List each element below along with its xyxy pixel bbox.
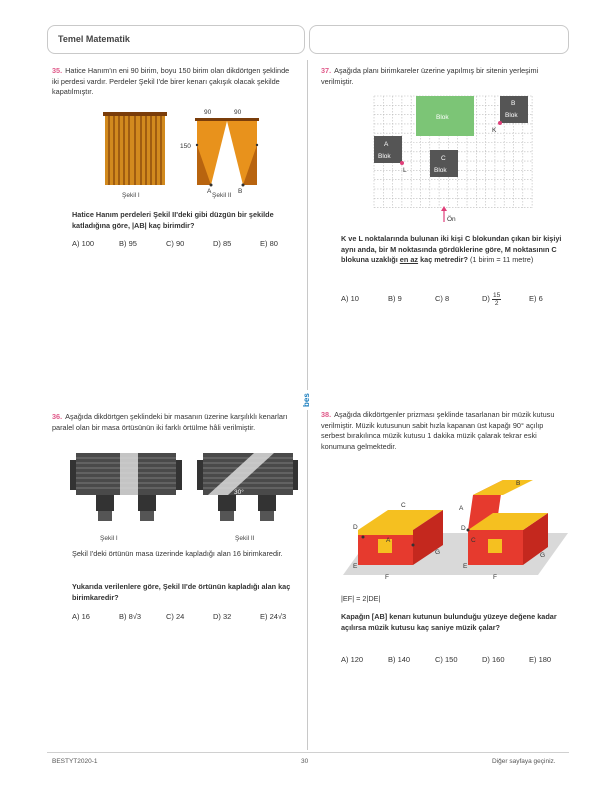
q37-option-a[interactable]: A) 10 — [341, 294, 359, 304]
q38-text: 38. Aşağıda dikdörtgenler prizması şeklinde tasarlanan bir müzik kutusu verilmiştir. Müzik kutusunun sabit hızla kapanan üst kapağı 90° açılıp serbest bırakılınca müzik kutusu 1 dakika müzik çalarak tekrar eski konumuna gelmektedir. — [321, 410, 555, 451]
svg-text:G: G — [540, 552, 546, 559]
q38-option-b[interactable]: B) 140 — [388, 655, 411, 664]
block-a-label: Blok — [378, 153, 391, 160]
q35-fig2-caption: Şekil II — [212, 192, 232, 199]
block-c-letter: C — [441, 155, 446, 162]
svg-text:E: E — [463, 563, 468, 570]
q36-info: Şekil I'deki örtünün masa üzerinde kapladığı alan 16 birimkaredir. — [72, 549, 283, 558]
publisher-logo: bes — [303, 390, 313, 410]
box-open — [467, 480, 549, 565]
q37-site-plan — [370, 92, 535, 227]
q36-fig2-caption: Şekil II — [235, 535, 255, 542]
header-subject-box — [47, 25, 305, 54]
svg-text:D: D — [461, 525, 466, 532]
q35-number: 35. — [52, 66, 63, 75]
footer-next-page: Diğer sayfaya geçiniz. — [492, 758, 556, 765]
block-a-letter: A — [384, 141, 389, 148]
front-label: Ön — [447, 216, 456, 223]
block-main-label: Blok — [436, 114, 449, 121]
q38-music-box-figure — [343, 475, 568, 587]
point-k — [498, 121, 502, 125]
q37-option-d-fraction: $\frac{15}{2}$ — [493, 292, 501, 307]
point-l-label: L — [403, 167, 407, 174]
table-fig2 — [197, 453, 298, 521]
point-l — [400, 161, 404, 165]
q35-options — [72, 239, 278, 248]
svg-text:A: A — [386, 537, 391, 544]
q35-option-e[interactable]: E) 80 — [260, 239, 278, 248]
q38-option-a[interactable]: A) 120 — [341, 655, 364, 664]
q38-condition: |EF| = 2|DE| — [341, 594, 381, 603]
curtain-closed — [103, 112, 167, 185]
curtain-folded — [195, 118, 259, 187]
subject-title: Temel Matematik — [58, 34, 130, 44]
footer-code: BESTYT2020-1 — [52, 758, 98, 765]
q36-option-a[interactable]: A) 16 — [72, 612, 90, 621]
q37-option-c[interactable]: C) 8 — [435, 294, 450, 304]
header-empty-box — [309, 25, 569, 54]
q37-unit-note: (1 birim = 11 metre) — [469, 255, 534, 264]
q38-option-e[interactable]: E) 180 — [529, 655, 552, 664]
svg-text:G: G — [435, 549, 441, 556]
q37-option-b[interactable]: B) 9 — [388, 294, 402, 304]
q36-option-c[interactable]: C) 24 — [166, 612, 185, 621]
q37-text: 37. Aşağıda planı birimkareler üzerine yapılmış bir sitenin yerleşimi verilmiştir. — [321, 66, 539, 86]
q36-option-d[interactable]: D) 32 — [213, 612, 232, 621]
front-arrow-head — [441, 206, 447, 211]
q37-option-e[interactable]: E) 6 — [529, 294, 543, 304]
svg-text:D: D — [353, 524, 358, 531]
block-b-label: Blok — [505, 112, 518, 119]
q36-number: 36. — [52, 412, 63, 421]
q38-question: Kapağın [AB] kenarı kutunun bulunduğu yüzeye değene kadar açılırsa müzik kutusu kaç saniye müzik çalar? — [341, 612, 557, 632]
q35-height-label: 150 — [180, 143, 191, 150]
q38-number: 38. — [321, 410, 332, 419]
q38-option-c[interactable]: C) 150 — [435, 655, 458, 664]
q35-option-d[interactable]: D) 85 — [213, 239, 232, 248]
q38-option-d[interactable]: D) 160 — [482, 655, 505, 664]
q36-table-figure — [68, 450, 298, 532]
svg-text:B: B — [516, 480, 521, 487]
q36-fig1-caption: Şekil I — [100, 535, 118, 542]
q35-width-label-2: 90 — [234, 109, 242, 116]
q35-question: Hatice Hanım perdeleri Şekil II'deki gibi düzgün bir şekilde katladığına göre, |AB| kaç birimdir? — [72, 210, 274, 230]
block-c-label: Blok — [434, 167, 447, 174]
q37-option-d[interactable]: D) $\frac{15}{2}$ — [482, 292, 501, 307]
svg-text:C: C — [401, 502, 406, 509]
q35-option-b[interactable]: B) 95 — [119, 239, 137, 248]
q36-option-e[interactable]: E) 24√3 — [260, 612, 287, 621]
q37-number: 37. — [321, 66, 332, 75]
q36-question: Yukarıda verilenlere göre, Şekil II'de örtünün kapladığı alan kaç birimkaredir? — [72, 582, 291, 602]
footer-rule — [47, 752, 569, 753]
q35-width-label-1: 90 — [204, 109, 212, 116]
q35-curtain-figure — [100, 105, 270, 195]
q38-options — [341, 655, 551, 664]
svg-text:C: C — [471, 537, 476, 544]
q35-point-b: B — [238, 188, 243, 195]
svg-text:A: A — [459, 505, 464, 512]
q35-point-a: A — [207, 188, 212, 195]
q35-fig1-caption: Şekil I — [122, 192, 140, 199]
q36-text: 36. Aşağıda dikdörtgen şeklindeki bir masanın üzerine karşılıklı kenarları paralel olan bir masa örtüsünün iki farklı örtülme hâli verilmiştir. — [52, 412, 288, 432]
q36-options — [72, 612, 286, 621]
table-fig1 — [70, 453, 182, 521]
q37-question: K ve L noktalarında bulunan iki kişi C blokundan çıkan bir kişiyi aynı anda, bir M noktasında gördüklerine göre, M noktasının C blokuna uzaklığı en az kaç metredir? (1 birim = 11 metre) — [341, 234, 562, 264]
point-k-label: K — [492, 127, 497, 134]
footer-page-number: 30 — [301, 758, 309, 765]
svg-text:F: F — [493, 574, 497, 581]
svg-text:E: E — [353, 563, 358, 570]
q36-option-b[interactable]: B) 8√3 — [119, 612, 142, 621]
q35-text: 35. Hatice Hanım'ın eni 90 birim, boyu 150 birim olan dikdörtgen şeklinde iki perdesi vardır. Perdeler Şekil I'de birer kenarı çakışık olacak şekilde kapatılmıştır. — [52, 66, 290, 96]
q37-options — [341, 292, 543, 307]
q36-angle-label: 30° — [234, 489, 244, 496]
q35-option-c[interactable]: C) 90 — [166, 239, 185, 248]
svg-text:F: F — [385, 574, 389, 581]
q35-option-a[interactable]: A) 100 — [72, 239, 95, 248]
block-b-letter: B — [511, 100, 516, 107]
